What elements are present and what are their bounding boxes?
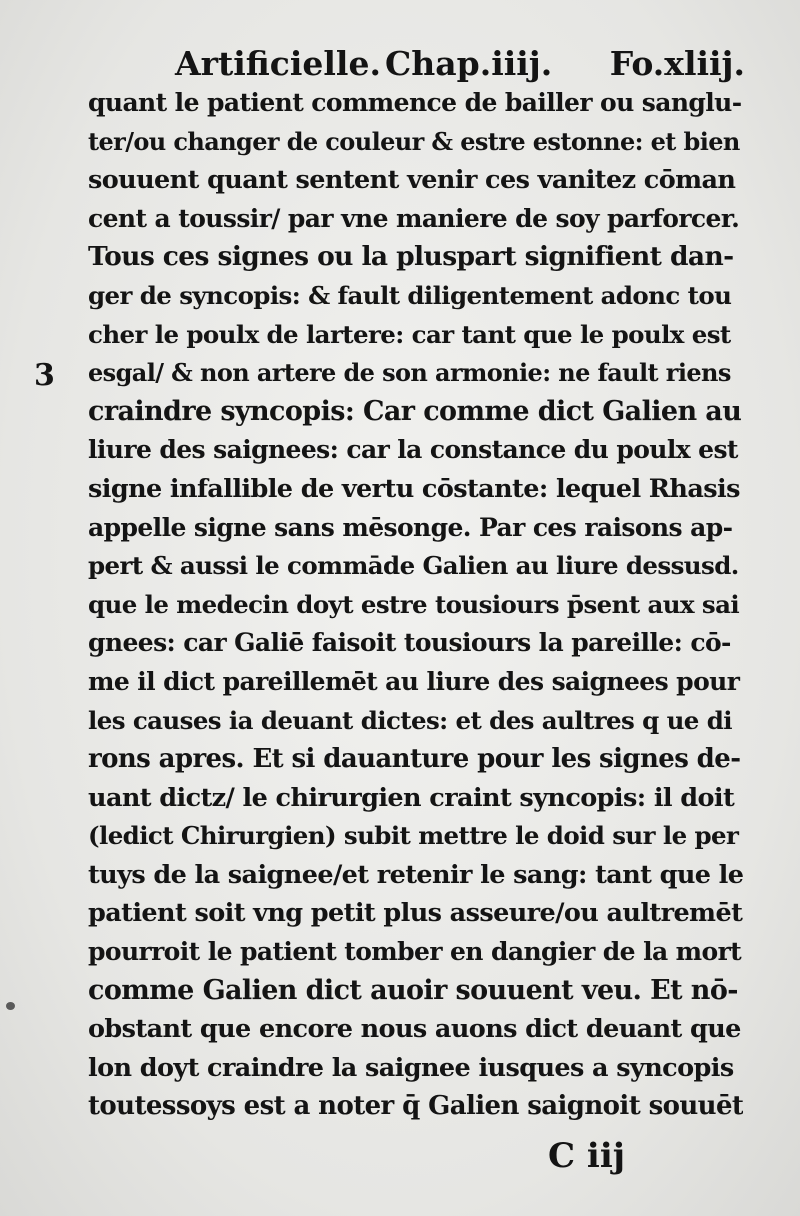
text-line: quant le patient commence de bailler ou sanglu-	[88, 88, 742, 117]
text-line: (ledict Chirurgien) subit mettre le doid sur le per	[88, 821, 739, 851]
text-line: lon doyt craindre la saignee iusques a syncopis	[88, 1052, 734, 1083]
body-text	[88, 84, 743, 1126]
text-line: ger de syncopis: & fault diligentement adonc tou	[88, 280, 732, 310]
text-line: uant dictz/ le chirurgien craint syncopis: il doit	[88, 782, 735, 813]
signature-mark: C iij	[548, 1136, 626, 1176]
text-line: pert & aussi le commāde Galien au liure dessusd.	[88, 551, 739, 581]
text-line: appelle signe sans mēsonge. Par ces raisons ap-	[88, 512, 733, 542]
running-header	[175, 44, 745, 88]
text-line: signe infallible de vertu cōstante: lequel Rhasis	[88, 473, 740, 504]
text-line: patient soit vng petit plus asseure/ou aultremēt	[88, 898, 743, 929]
text-line: Tous ces signes ou la pluspart signifient dan-	[88, 241, 734, 273]
text-line: rons apres. Et si dauanture pour les signes de-	[88, 744, 741, 775]
text-line: gnees: car Galiē faisoit tousiours la pareille: cō-	[88, 628, 731, 658]
header-chapter: Chap.iiij.	[385, 44, 553, 83]
text-line: comme Galien dict auoir souuent veu. Et nō-	[88, 974, 738, 1006]
header-folio: Fo.xliij.	[609, 44, 745, 83]
text-line: les causes ia deuant dictes: et des aultres q ue di	[88, 705, 732, 735]
text-line: cent a toussir/ par vne maniere de soy parforcer.	[88, 203, 740, 233]
ink-speck	[6, 1002, 15, 1010]
text-line: cher le poulx de lartere: car tant que le poulx est	[88, 319, 731, 349]
text-line: que le medecin doyt estre tousiours p̄sent aux sai	[88, 589, 740, 619]
text-line: pourroit le patient tomber en dangier de la mort	[88, 937, 742, 967]
text-line: esgal/ & non artere de son armonie: ne fault riens	[88, 358, 731, 388]
text-line: toutessoys est a noter q̄ Galien saignoit souuēt	[88, 1091, 743, 1122]
text-line: obstant que encore nous auons dict deuant que	[88, 1014, 741, 1045]
text-line: craindre syncopis: Car comme dict Galien au	[88, 395, 742, 427]
text-line: me il dict pareillemēt au liure des saignees pour	[88, 666, 740, 696]
text-line: tuys de la saignee/et retenir le sang: tant que le	[88, 859, 743, 890]
header-title: Artificielle.	[175, 44, 381, 83]
text-line: souuent quant sentent venir ces vanitez cōman	[88, 165, 736, 196]
text-line: ter/ou changer de couleur & estre estonne: et bien	[88, 126, 740, 156]
text-line: liure des saignees: car la constance du poulx est	[88, 435, 738, 465]
margin-note-number: 3	[34, 358, 55, 393]
